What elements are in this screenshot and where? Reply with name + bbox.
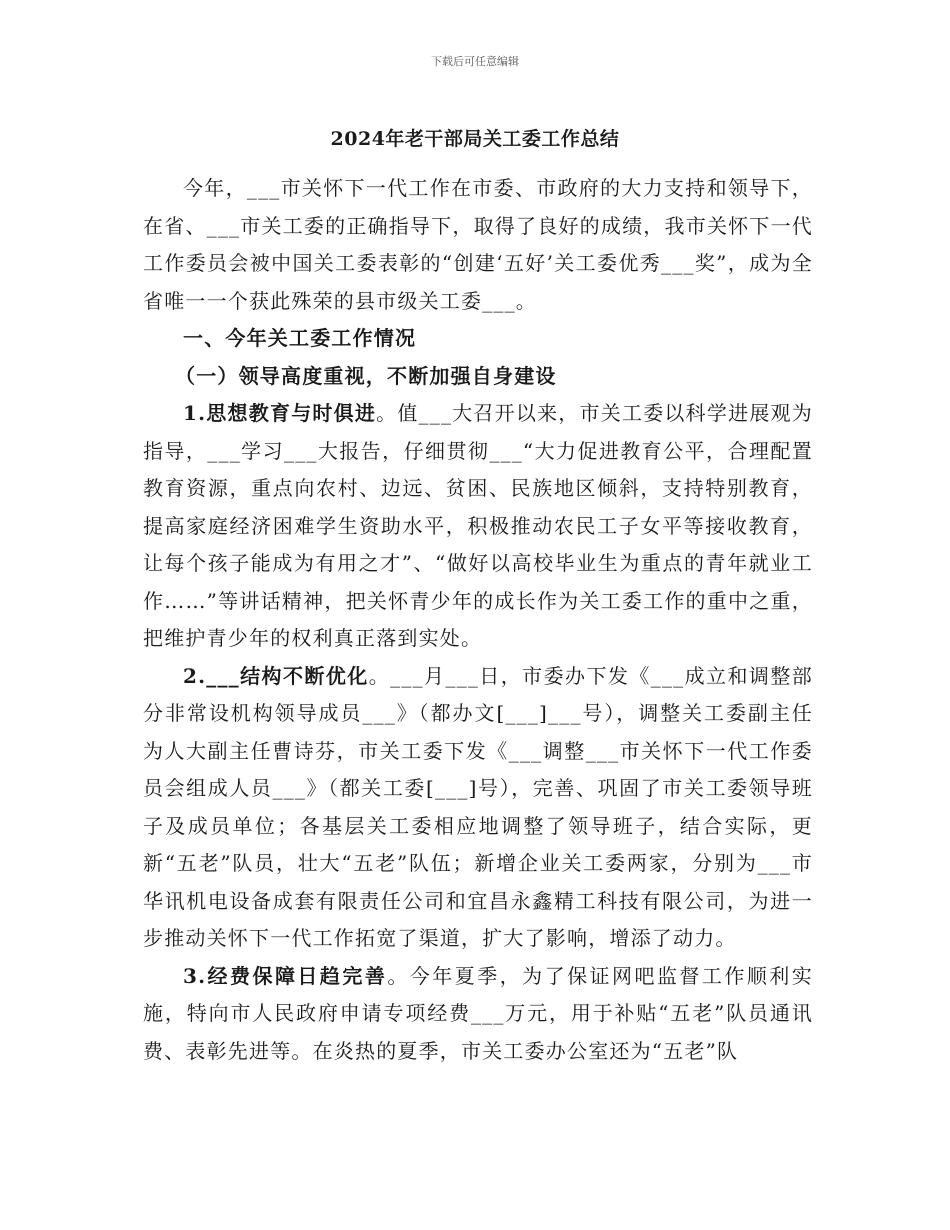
item-1-lead: 1.思想教育与时俱进 (183, 401, 377, 425)
item-3-text: 。今年夏季，为了保证网吧监督工作顺利实施，特向市人民政府申请专项经费___万元，用于补贴“五老”队员通讯费、表彰先进等。在炎热的夏季，市关工委办公室还为“五老”队 (143, 963, 813, 1063)
item-paragraph-2 (143, 658, 813, 958)
document-body (143, 170, 813, 1070)
section-heading: 一、今年关工委工作情况 (183, 326, 417, 350)
page-header-note: 下载后可任意编辑 (431, 55, 519, 68)
intro-paragraph: 今年，___市关怀下一代工作在市委、市政府的大力支持和领导下，在省、___市关工委的正确指导下，取得了良好的成绩，我市关怀下一代工作委员会被中国关工委表彰的“创建‘五好’关工委优秀___奖”，成为全省唯一一个获此殊荣的县市级关工委___。 (143, 176, 813, 313)
item-2-text: 。___月___日，市委办下发《___成立和调整部分非常设机构领导成员___》（都办文[___]___号），调整关工委副主任为人大副主任曹诗芬，市关工委下发《___调整___市关怀下一代工作委员会组成人员___》（都关工委[___]号），完善、巩固了市关工委领导班子及成员单位；各基层关工委相应地调整了领导班子，结合实际，更新“五老”队员，壮大“五老”队伍；新增企业关工委两家，分别为___市华讯机电设备成套有限责任公司和宜昌永鑫精工科技有限公司，为进一步推动关怀下一代工作拓宽了渠道，扩大了影响，增添了动力。 (143, 663, 813, 950)
subsection-heading: （一）领导高度重视，不断加强自身建设 (175, 363, 557, 388)
document-title: 2024年老干部局关工委工作总结 (330, 128, 620, 150)
item-paragraph-3 (143, 958, 813, 1071)
item-2-lead: 2.___结构不断优化 (183, 663, 369, 688)
item-paragraph-1 (143, 395, 813, 658)
item-3-lead: 3.经费保障日趋完善 (183, 963, 388, 988)
item-1-text: 。值___大召开以来，市关工委以科学进展观为指导，___学习___大报告，仔细贯彻___“大力促进教育公平，合理配置教育资源，重点向农村、边远、贫困、民族地区倾斜，支持特别教育，提高家庭经济困难学生资助水平，积极推动农民工子女平等接收教育，让每个孩子能成为有用之才”、“做好以高校毕业生为重点的青年就业工作……”等讲话精神，把关怀青少年的成长作为关工委工作的重中之重，把维护青少年的权利真正落到实处。 (143, 401, 813, 650)
